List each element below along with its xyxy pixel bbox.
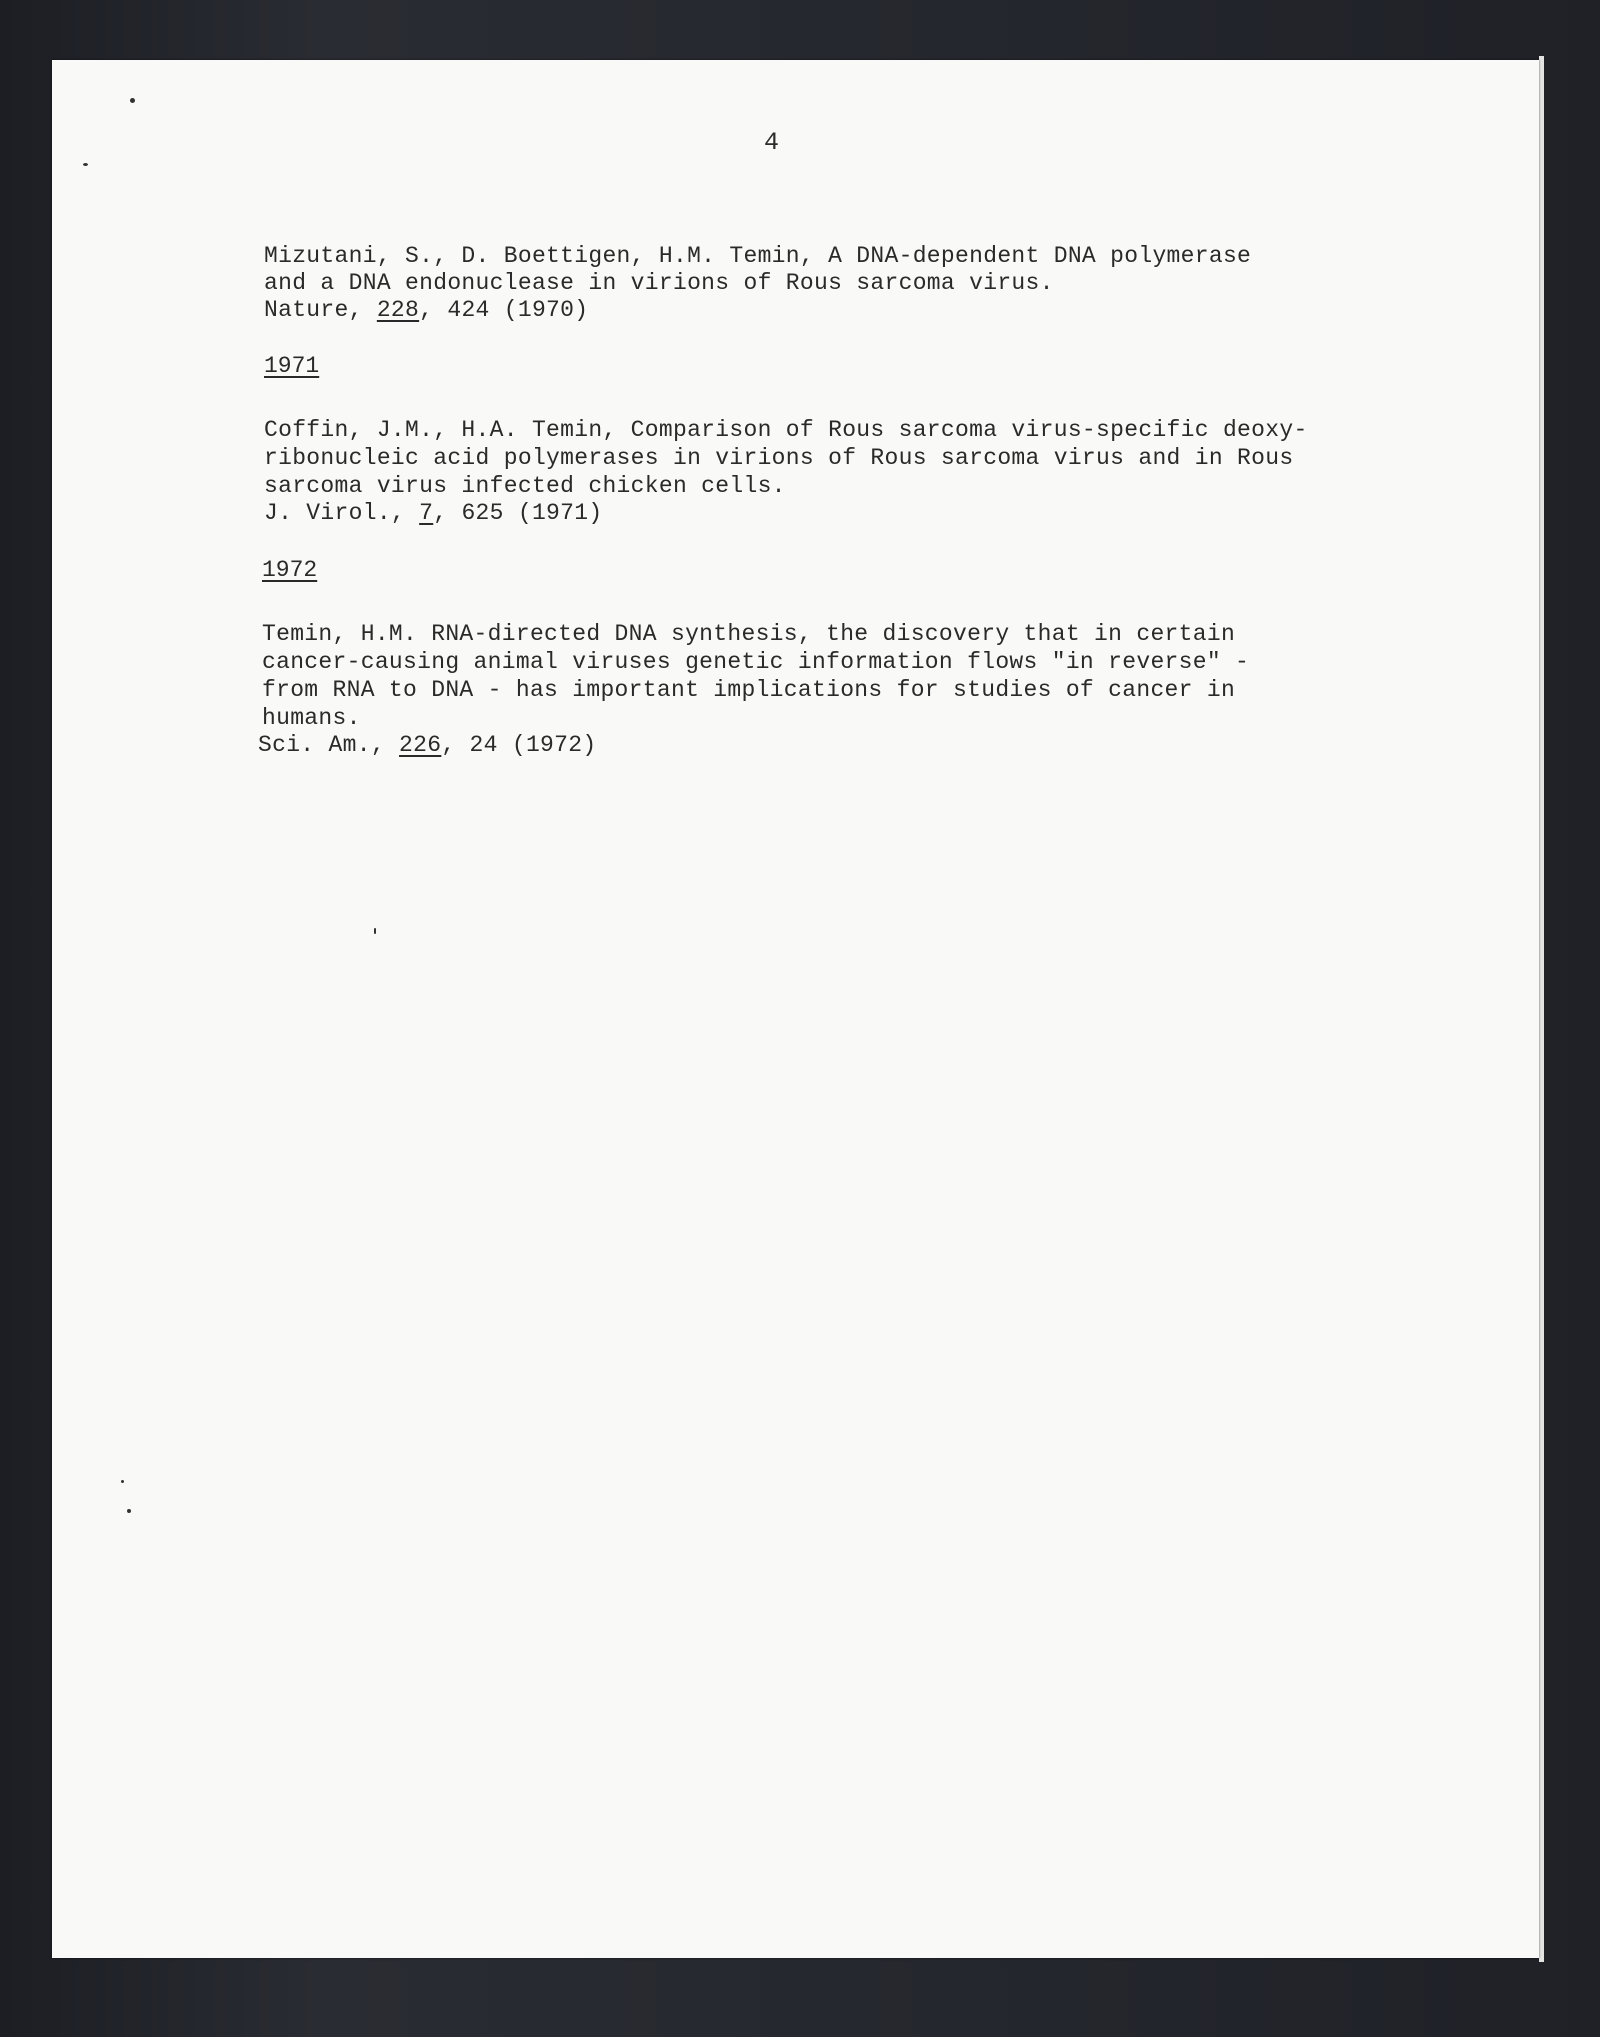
citation-journal: Nature, bbox=[264, 297, 377, 323]
citation-rest: , 625 (1971) bbox=[433, 500, 603, 526]
citation-journal: Sci. Am., bbox=[258, 732, 400, 758]
citation-rest: , 424 (1970) bbox=[419, 297, 589, 323]
scan-speck bbox=[127, 1509, 131, 1513]
reference-2-citation bbox=[264, 500, 602, 526]
page-number: 4 bbox=[764, 128, 780, 157]
reference-2-line-3: sarcoma virus infected chicken cells. bbox=[264, 473, 786, 499]
year-heading-1971: 1971 bbox=[264, 353, 320, 379]
scan-speck bbox=[130, 98, 135, 103]
reference-3-line-4: humans. bbox=[262, 705, 361, 731]
reference-3-line-3: from RNA to DNA - has important implications for studies of cancer in bbox=[262, 677, 1236, 703]
reference-1-citation bbox=[264, 297, 588, 323]
scan-speck bbox=[83, 163, 88, 166]
scan-speck bbox=[121, 1480, 124, 1483]
reference-1-line-1: Mizutani, S., D. Boettigen, H.M. Temin, A DNA-dependent DNA polymerase bbox=[264, 243, 1252, 269]
citation-volume: 228 bbox=[376, 297, 420, 323]
reference-3-line-1: Temin, H.M. RNA-directed DNA synthesis, the discovery that in certain bbox=[262, 621, 1236, 647]
reference-1-line-2: and a DNA endonuclease in virions of Rous sarcoma virus. bbox=[264, 270, 1054, 296]
citation-journal: J. Virol., bbox=[264, 500, 420, 526]
scan-speck bbox=[374, 928, 376, 934]
citation-rest: , 24 (1972) bbox=[441, 732, 597, 758]
reference-3-line-2: cancer-causing animal viruses genetic information flows "in reverse" - bbox=[262, 649, 1250, 675]
reference-2-line-2: ribonucleic acid polymerases in virions of Rous sarcoma virus and in Rous bbox=[264, 445, 1294, 471]
document-page bbox=[52, 60, 1539, 1958]
reference-3-citation bbox=[258, 732, 596, 758]
citation-volume: 7 bbox=[419, 500, 434, 526]
page-edge bbox=[1539, 56, 1544, 1962]
year-heading-1972: 1972 bbox=[262, 557, 318, 583]
reference-2-line-1: Coffin, J.M., H.A. Temin, Comparison of Rous sarcoma virus-specific deoxy- bbox=[264, 417, 1308, 443]
citation-volume: 226 bbox=[399, 732, 442, 758]
